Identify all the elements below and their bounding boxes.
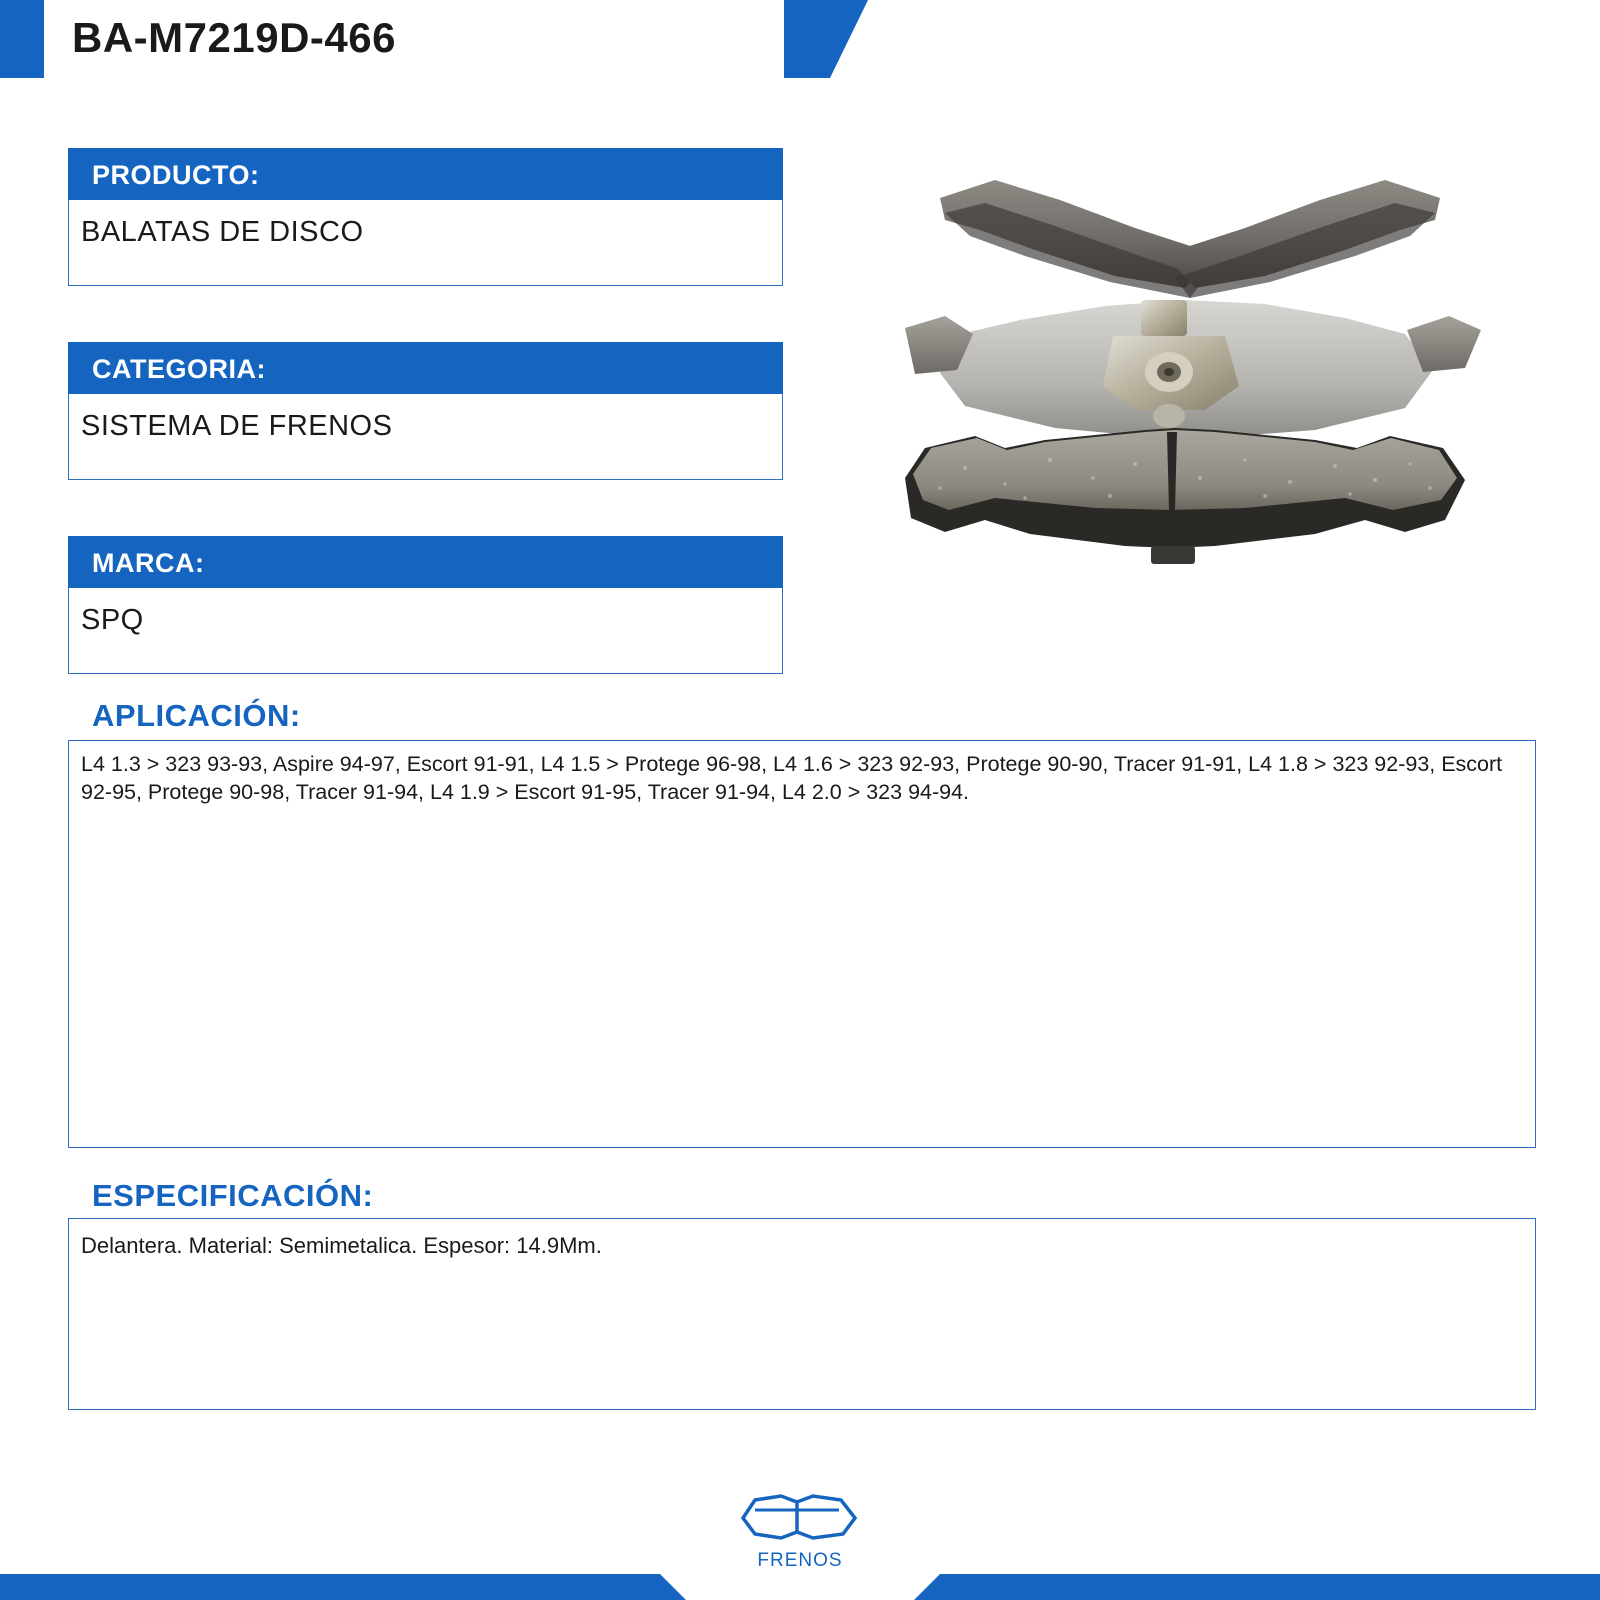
document-footer [0, 1480, 1600, 1600]
part-number-title: BA-M7219D-466 [72, 14, 396, 61]
field-marca-value: SPQ [68, 588, 783, 674]
especificacion-title: ESPECIFICACIÓN: [92, 1178, 374, 1213]
especificacion-text: Delantera. Material: Semimetalica. Espesor: 14.9Mm. [81, 1233, 602, 1258]
product-image [845, 148, 1535, 628]
field-categoria-label: CATEGORIA: [68, 342, 783, 394]
especificacion-box [68, 1218, 1536, 1410]
brake-pad-icon [735, 1488, 865, 1544]
aplicacion-text: L4 1.3 > 323 93-93, Aspire 94-97, Escort 91-91, L4 1.5 > Protege 96-98, L4 1.6 > 323 92-93, Protege 90-90, Tracer 91-91, L4 1.8 > 323 92-93, Escort 92-95, Protege 90-98, Tracer 91-94, L4 1.9 > Escort 91-95, Tracer 91-94, L4 2.0 > 323 94-94. [81, 752, 1503, 804]
field-producto [68, 148, 783, 286]
field-producto-value: BALATAS DE DISCO [68, 200, 783, 286]
field-categoria-value: SISTEMA DE FRENOS [68, 394, 783, 480]
footer-bar-right [940, 1574, 1600, 1600]
document-header [0, 0, 1600, 90]
field-marca [68, 536, 783, 674]
brake-pads-illustration [845, 148, 1535, 628]
field-marca-label: MARCA: [68, 536, 783, 588]
footer-label: FRENOS [757, 1550, 843, 1571]
field-producto-label: PRODUCTO: [68, 148, 783, 200]
brake-pad-icon-svg [735, 1488, 865, 1544]
field-categoria [68, 342, 783, 480]
footer-bar-left [0, 1574, 660, 1600]
aplicacion-title: APLICACIÓN: [92, 698, 301, 733]
aplicacion-box [68, 740, 1536, 1148]
